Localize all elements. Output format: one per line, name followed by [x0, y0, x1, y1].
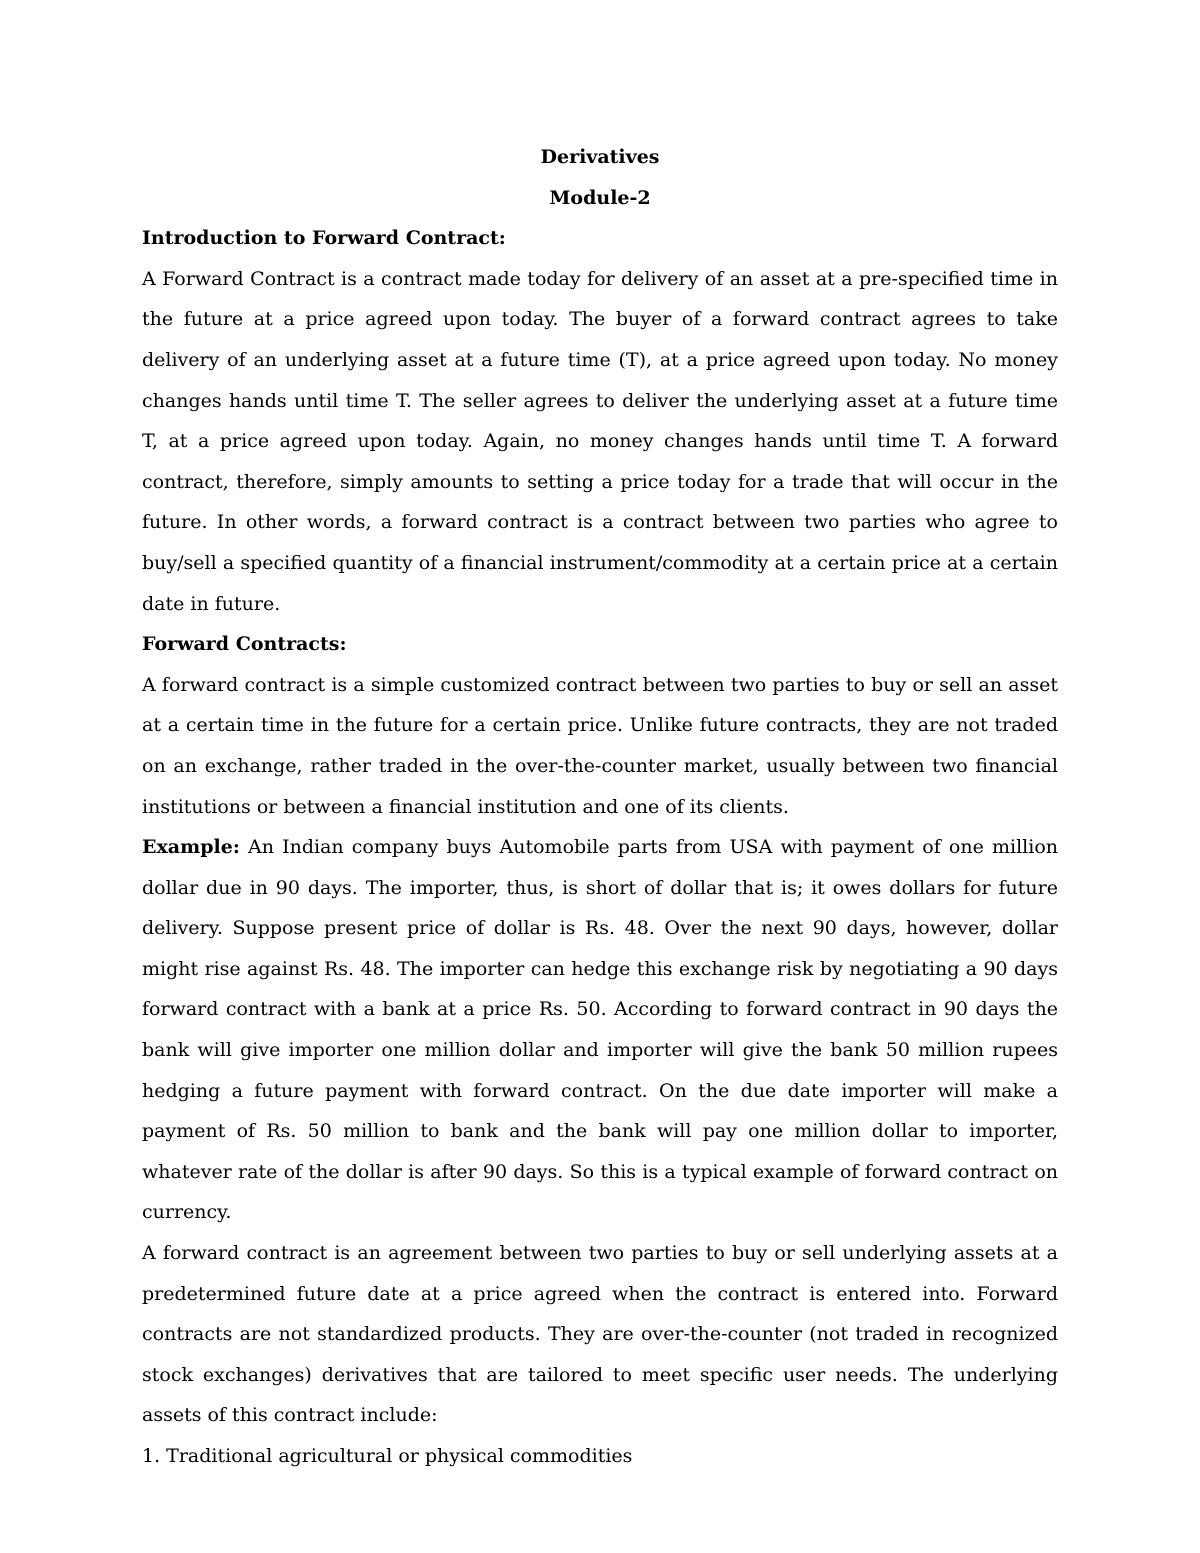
paragraph-agreement: A forward contract is an agreement between two parties to buy or sell underlying assets at a predetermined future date at a price agreed when the contract is entered into. Forward contracts are not standardized products. They are over-the-counter (not traded in recognized stock exchanges) derivatives that are tailored to meet specific user needs. The underlying assets of this contract include: [142, 1242, 1058, 1427]
list-item: 1. Traditional agricultural or physical commodities [142, 1445, 633, 1467]
document-title: Derivatives [540, 146, 660, 168]
example-label: Example: [142, 836, 240, 859]
paragraph-example [142, 827, 1058, 1233]
section-heading-forward-contracts: Forward Contracts: [142, 633, 347, 656]
document-subtitle: Module-2 [549, 186, 651, 209]
section-heading-introduction: Introduction to Forward Contract: [142, 227, 506, 250]
paragraph-introduction: A Forward Contract is a contract made today for delivery of an asset at a pre-specified time in the future at a price agreed upon today. The buyer of a forward contract agrees to take delivery of an underlying asset at a future time (T), at a price agreed upon today. No money changes hands until time T. The seller agrees to deliver the underlying asset at a future time T, at a price agreed upon today. Again, no money changes hands until time T. A forward contract, therefore, simply amounts to setting a price today for a trade that will occur in the future. In other words, a forward contract is a contract between two parties who agree to buy/sell a specified quantity of a financial instrument/commodity at a certain price at a certain date in future. [142, 267, 1058, 615]
example-text: An Indian company buys Automobile parts from USA with payment of one million dollar due in 90 days. The importer, thus, is short of dollar that is; it owes dollars for future delivery. Suppose present price of dollar is Rs. 48. Over the next 90 days, however, dollar might rise against Rs. 48. The importer can hedge this exchange risk by negotiating a 90 days forward contract with a bank at a price Rs. 50. According to forward contract in 90 days the bank will give importer one million dollar and importer will give the bank 50 million rupees hedging a future payment with forward contract. On the due date importer will make a payment of Rs. 50 million to bank and the bank will pay one million dollar to importer, whatever rate of the dollar is after 90 days. So this is a typical example of forward contract on currency. [142, 836, 1058, 1224]
paragraph-forward-contracts: A forward contract is a simple customized contract between two parties to buy or sell an asset at a certain time in the future for a certain price. Unlike future contracts, they are not traded on an exchange, rather traded in the over-the-counter market, usually between two financial institutions or between a financial institution and one of its clients. [142, 673, 1058, 818]
